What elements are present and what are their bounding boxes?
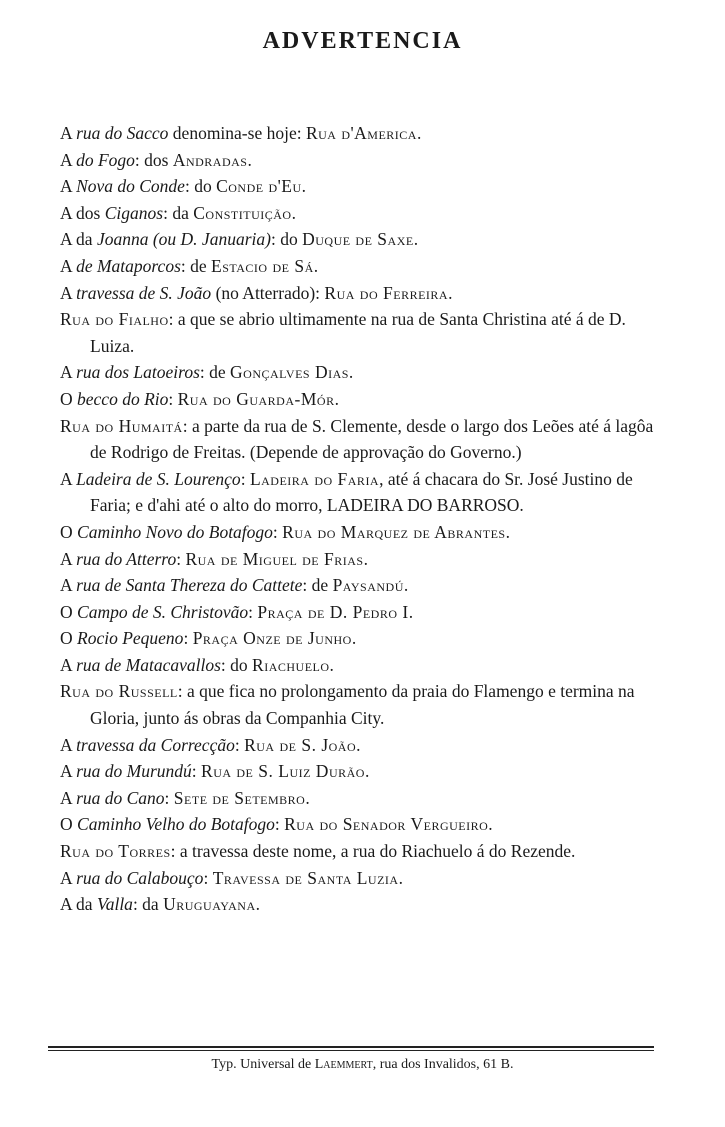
entry-pre: A <box>60 282 77 303</box>
entry-pre: A da <box>60 229 97 250</box>
rename-entry <box>60 120 660 147</box>
entry-post: . <box>363 548 368 569</box>
entry-mid: : da <box>163 202 194 223</box>
entry-new: Rua do Torres <box>60 841 171 862</box>
entry-new: Rua de S. João <box>244 734 357 755</box>
entry-new: Sete de Setembro <box>173 787 306 808</box>
entry-pre: A <box>60 787 77 808</box>
entry-pre: A <box>60 548 77 569</box>
entry-post: . <box>416 123 422 143</box>
rename-entry <box>60 865 660 892</box>
entry-new: Rua do Marquez de Abrantes <box>282 521 506 542</box>
entry-new: Rua do Humaitá <box>60 415 183 436</box>
entry-old: Caminho Novo do Botafogo <box>77 521 273 542</box>
entry-old: rua dos Latoeiros <box>76 362 200 383</box>
entry-post: . <box>329 654 334 675</box>
entry-new: Rua d'America <box>305 123 417 143</box>
entry-mid: : <box>274 814 285 835</box>
entry-old: Ladeira de S. Lourenço <box>76 468 241 489</box>
entry-mid: : <box>176 548 186 569</box>
entry-mid: : do <box>270 229 303 250</box>
entry-old: Joanna (ou D. Januaria) <box>96 229 271 250</box>
rename-entry <box>60 599 660 626</box>
entry-new: Rua de Miguel de Frias <box>185 548 364 569</box>
entry-mid: : <box>164 787 174 808</box>
entry-pre: A <box>60 468 77 489</box>
entry-new: Paysandú <box>332 575 404 596</box>
entry-new: Riachuelo <box>252 654 330 675</box>
entry-pre: O <box>60 521 78 542</box>
entry-new: Rua de S. Luiz Durão <box>201 761 365 782</box>
entry-post: . <box>291 202 296 223</box>
entry-pre: A dos <box>60 202 105 223</box>
entry-pre: A <box>60 255 77 276</box>
entry-new: Conde d'Eu <box>216 176 302 197</box>
rename-entry <box>60 625 660 652</box>
footer-rule-thick <box>48 1046 654 1048</box>
footer-printer: Laemmert <box>314 1057 373 1072</box>
entry-new: Uruguayana <box>163 894 256 915</box>
entry-post: . <box>448 282 453 303</box>
entry-mid: (no Atterrado): <box>211 282 325 303</box>
rename-entry <box>60 785 660 812</box>
rename-entry <box>60 466 660 519</box>
entry-post: . <box>403 575 409 596</box>
entry-new: Travessa de Santa Luzia <box>212 867 399 888</box>
entry-new: Andradas <box>172 149 248 170</box>
rename-entry <box>60 652 660 679</box>
entry-mid: : <box>203 867 213 888</box>
entry-post: . <box>247 149 252 170</box>
rename-entry <box>60 280 660 307</box>
entry-mid: : <box>248 601 258 622</box>
entry-mid: : do <box>184 176 217 197</box>
entry-new: Gonçalves Dias <box>230 362 349 383</box>
rename-entry <box>60 891 660 918</box>
entry-old: rua do Calabouço <box>76 867 204 888</box>
entry-mid: : dos <box>134 149 173 170</box>
entry-post: . <box>334 388 339 409</box>
footer-rule-thin <box>48 1050 654 1051</box>
entry-old: rua do Atterro <box>76 548 177 569</box>
entry-mid: : da <box>132 894 164 915</box>
entry-mid: : <box>240 468 250 489</box>
entry-new: Praça Onze de Junho <box>192 628 352 649</box>
rename-entry <box>60 572 660 599</box>
entry-post: : a parte da rua de S. Clemente, desde o largo dos Leões até á lagôa de Rodrigo de Freitas. (Depende de approvação do Governo.) <box>90 415 654 463</box>
entry-old: do Fogo <box>76 149 135 170</box>
rename-entry <box>60 758 660 785</box>
rename-entry <box>60 386 660 413</box>
page-title: ADVERTENCIA <box>262 28 463 54</box>
rename-entry <box>60 226 660 253</box>
entry-old: Nova do Conde <box>76 176 185 197</box>
entry-post: . <box>398 867 403 888</box>
entry-mid: : de <box>199 362 231 383</box>
entry-new: Rua do Guarda-Mór <box>177 388 335 409</box>
entry-old: rua do Sacco <box>76 123 169 143</box>
entry-post: . <box>488 814 493 835</box>
entry-post: . <box>356 734 361 755</box>
entry-pre: A <box>60 575 77 596</box>
entry-old: Valla <box>96 894 133 915</box>
rename-entry <box>60 838 660 865</box>
entry-pre: A <box>60 867 77 888</box>
rename-entry <box>60 811 660 838</box>
rename-entry <box>60 413 660 466</box>
rename-entry <box>60 306 660 359</box>
entry-mid: : <box>234 734 245 755</box>
entry-new: Ladeira do Faria <box>249 468 380 489</box>
entry-mid: : <box>168 388 178 409</box>
entry-post: : a que fica no prolongamento da praia do Flamengo e termina na Gloria, junto ás obras da Companhia City. <box>90 681 635 729</box>
entry-pre: A <box>60 654 77 675</box>
rename-entry <box>60 173 660 200</box>
entry-pre: O <box>60 628 78 649</box>
entry-post: . <box>351 628 357 649</box>
entry-old: Rocio Pequeno <box>77 628 184 649</box>
entry-new: Praça de D. Pedro I <box>257 601 409 622</box>
entry-old: de Mataporcos <box>76 255 181 276</box>
entry-pre: O <box>60 601 78 622</box>
entry-post: . <box>408 601 414 622</box>
entry-pre: O <box>60 814 78 835</box>
entry-pre: A <box>60 149 77 170</box>
rename-entry <box>60 678 660 731</box>
entry-old: rua do Cano <box>76 787 165 808</box>
entry-pre: A <box>60 761 77 782</box>
entry-pre: A da <box>60 894 97 915</box>
entry-old: Ciganos <box>104 202 164 223</box>
entry-post: . <box>301 176 307 197</box>
printer-footer <box>0 1057 725 1073</box>
entry-new: Rua do Ferreira <box>324 282 449 303</box>
entry-mid: : de <box>302 575 333 596</box>
entry-pre: A <box>60 734 77 755</box>
entry-pre: A <box>60 362 77 383</box>
entry-old: rua do Murundú <box>76 761 192 782</box>
rename-entry <box>60 200 660 227</box>
entry-post: . <box>413 229 419 250</box>
entry-old: Campo de S. Christovão <box>77 601 249 622</box>
entry-post: . <box>305 787 310 808</box>
rename-entry <box>60 519 660 546</box>
entry-new: Duque de Saxe <box>302 229 414 250</box>
entry-pre: O <box>60 388 78 409</box>
entry-post: . <box>348 362 354 383</box>
entry-pre: A <box>60 176 77 197</box>
rename-entry <box>60 732 660 759</box>
entry-post: . <box>313 255 319 276</box>
entry-mid: : do <box>220 654 253 675</box>
rename-entry <box>60 147 660 174</box>
entry-post: . <box>255 894 260 915</box>
entry-post: : a que se abrio ultimamente na rua de Santa Christina até á de D. Luiza. <box>90 309 626 356</box>
street-rename-list <box>60 120 660 918</box>
entry-post: : a travessa deste nome, a rua do Riachuelo á do Rezende. <box>170 841 576 862</box>
rename-entry <box>60 546 660 573</box>
entry-new: Estacio de Sá <box>211 255 314 276</box>
entry-post: . <box>364 761 370 782</box>
entry-old: travessa de S. João <box>76 282 212 303</box>
entry-new: Rua do Senador Vergueiro <box>284 814 489 835</box>
entry-new: Rua do Fialho <box>60 309 169 330</box>
entry-post: , até á chacara do Sr. José Justino de Faria; e d'ahi até o alto do morro, LADEIRA DO BARROSO. <box>90 468 633 516</box>
entry-old: travessa da Correcção <box>76 734 235 755</box>
rename-entry <box>60 253 660 280</box>
entry-old: rua de Matacavallos <box>76 654 221 675</box>
footer-pre: Typ. Universal de <box>211 1057 315 1072</box>
entry-mid: : <box>272 521 283 542</box>
entry-old: rua de Santa Thereza do Cattete <box>76 575 303 596</box>
entry-pre: A <box>60 123 77 143</box>
entry-mid: : <box>183 628 193 649</box>
entry-post: . <box>505 521 510 542</box>
entry-old: Caminho Velho do Botafogo <box>77 814 275 835</box>
entry-new: Constituição <box>193 202 292 223</box>
entry-mid: denomina-se hoje: <box>168 123 306 143</box>
entry-mid: : <box>191 761 202 782</box>
entry-new: Rua do Russell <box>60 681 178 702</box>
entry-mid: : de <box>180 255 212 276</box>
footer-post: , rua dos Invalidos, 61 B. <box>372 1057 514 1072</box>
entry-old: becco do Rio <box>77 388 169 409</box>
rename-entry <box>60 359 660 386</box>
